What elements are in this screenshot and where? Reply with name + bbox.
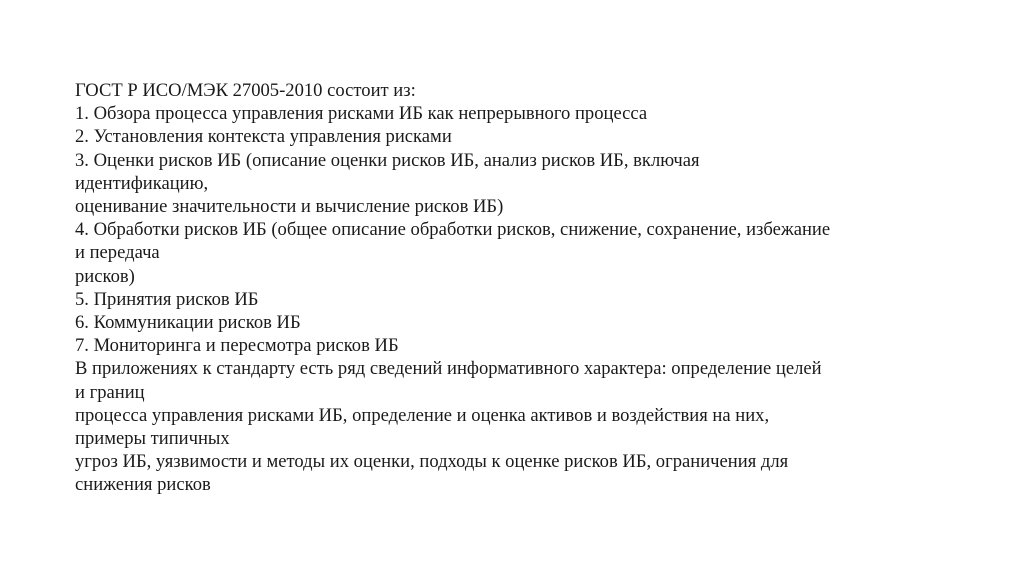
text-line: рисков) bbox=[75, 265, 135, 287]
text-line: ГОСТ Р ИСО/МЭК 27005-2010 состоит из: bbox=[75, 80, 416, 101]
text-line: 5. Принятия рисков ИБ bbox=[75, 288, 259, 310]
text-line: 6. Коммуникации рисков ИБ bbox=[75, 312, 301, 334]
text-line: В приложениях к стандарту есть ряд сведений информативного характера: определение целей bbox=[75, 358, 822, 380]
text-line: снижения рисков bbox=[75, 474, 211, 496]
text-line: 1. Обзора процесса управления рисками ИБ как непрерывного процесса bbox=[75, 103, 648, 125]
text-line: идентификацию, bbox=[75, 172, 209, 194]
text-line: примеры типичных bbox=[75, 428, 230, 450]
text-line: процесса управления рисками ИБ, определение и оценка активов и воздействия на них, bbox=[75, 404, 770, 426]
text-line: и границ bbox=[75, 381, 145, 403]
slide-text-block bbox=[75, 79, 975, 497]
text-line: 7. Мониторинга и пересмотра рисков ИБ bbox=[75, 335, 399, 357]
text-line: 3. Оценки рисков ИБ (описание оценки рисков ИБ, анализ рисков ИБ, включая bbox=[75, 149, 700, 171]
text-line: угроз ИБ, уязвимости и методы их оценки, подходы к оценке рисков ИБ, ограничения для bbox=[75, 451, 789, 473]
text-line: и передача bbox=[75, 242, 160, 264]
text-line: 4. Обработки рисков ИБ (общее описание обработки рисков, снижение, сохранение, избежание bbox=[75, 219, 831, 241]
text-line: оценивание значительности и вычисление рисков ИБ) bbox=[75, 196, 504, 218]
text-line: 2. Установления контекста управления рисками bbox=[75, 126, 452, 148]
